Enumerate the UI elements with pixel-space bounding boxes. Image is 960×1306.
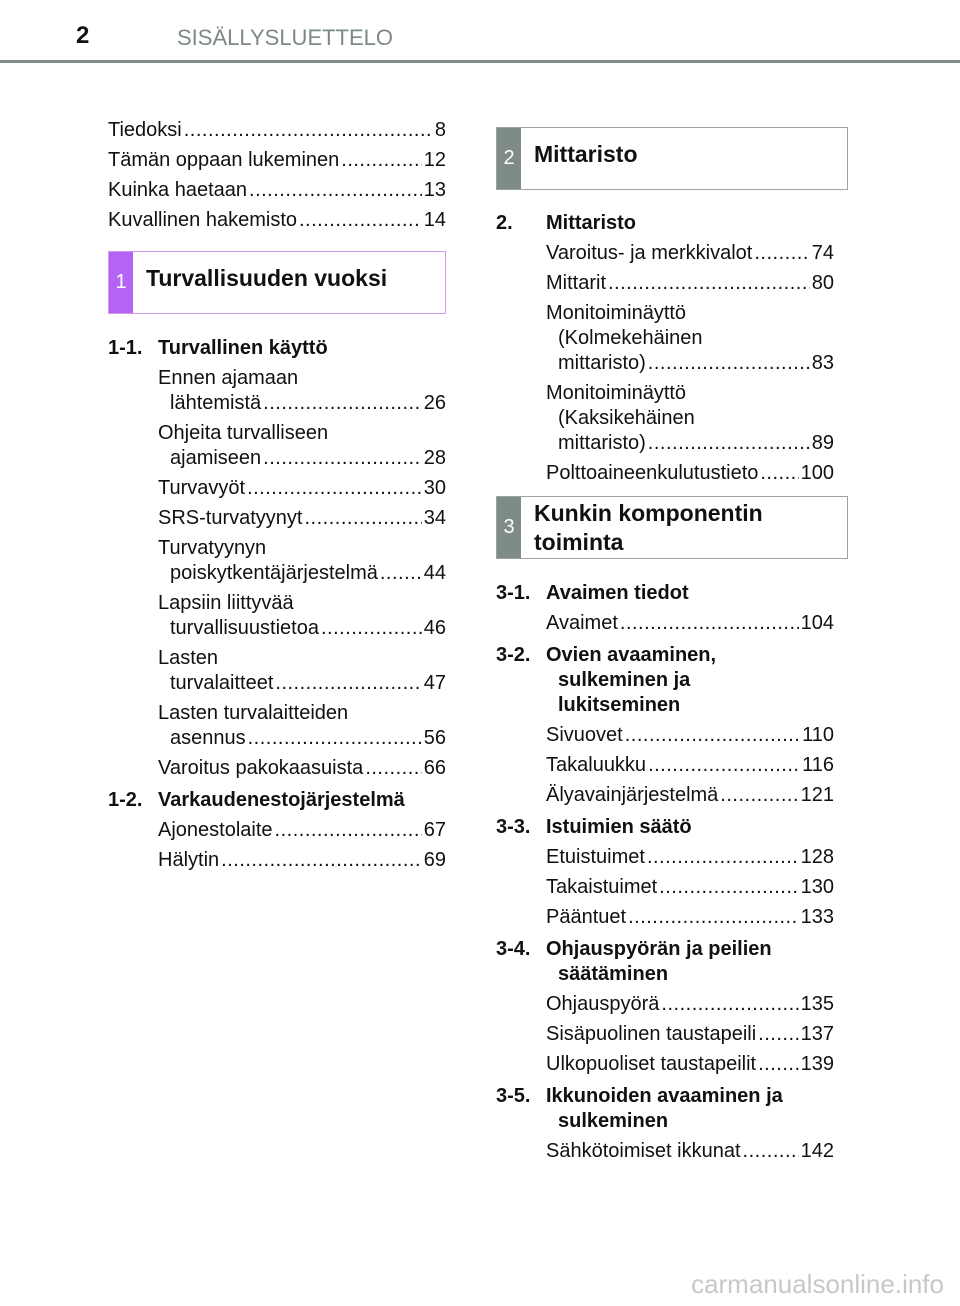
- entry-label: Ohjauspyörä: [546, 993, 660, 1015]
- heading-title-line: sulkeminen: [558, 1110, 669, 1132]
- toc-entry[interactable]: [158, 818, 446, 843]
- toc-heading[interactable]: [496, 1084, 834, 1134]
- entry-row[interactable]: [158, 616, 446, 641]
- section-title-line: toiminta: [534, 529, 624, 555]
- page-number: 2: [76, 22, 90, 49]
- toc-entry[interactable]: [158, 506, 446, 531]
- page-ref: 142: [800, 1140, 834, 1162]
- heading-number: 3-5.: [496, 1085, 531, 1107]
- page-ref: 46: [423, 617, 446, 639]
- entry-line: Ennen ajamaan: [158, 367, 299, 389]
- dot-leader: [248, 726, 422, 751]
- section-number: 1: [109, 252, 133, 313]
- heading-title-line: lukitseminen: [558, 694, 681, 716]
- entry-row[interactable]: [158, 818, 446, 843]
- toc-entry[interactable]: [546, 1022, 834, 1047]
- entry-row[interactable]: [546, 992, 834, 1017]
- toc-entry[interactable]: [158, 591, 446, 641]
- section-title: [521, 128, 638, 189]
- entry-row[interactable]: [546, 905, 834, 930]
- dot-leader: [661, 992, 798, 1017]
- dot-leader: [249, 177, 422, 203]
- page-title: SISÄLLYSLUETTELO: [177, 25, 394, 50]
- entry-label: Polttoaineenkulutustieto: [546, 462, 759, 484]
- heading-title-line: sulkeminen ja: [558, 669, 691, 691]
- entry-label: Takaistuimet: [546, 876, 658, 898]
- toc-entry[interactable]: [546, 1139, 834, 1164]
- watermark: carmanualsonline.info: [691, 1269, 944, 1299]
- entry-label: Varoitus pakokaasuista: [158, 757, 364, 779]
- entry-label: lähtemistä: [170, 392, 262, 414]
- toc-entry[interactable]: [158, 756, 446, 781]
- heading-title-line: Ohjauspyörän ja peilien: [546, 938, 772, 960]
- entry-line: Turvatyynyn: [158, 537, 267, 559]
- entry-row[interactable]: [158, 561, 446, 586]
- page-ref: 28: [423, 447, 446, 469]
- heading-number: 1-2.: [108, 789, 143, 811]
- entry-label: poiskytkentäjärjestelmä: [170, 562, 378, 584]
- dot-leader: [365, 756, 421, 781]
- page-ref: 47: [423, 672, 446, 694]
- toc-entry[interactable]: [546, 1052, 834, 1077]
- page-ref: 121: [800, 784, 834, 806]
- entry-label: Tämän oppaan lukeminen: [108, 149, 340, 171]
- heading-number: 2.: [496, 212, 513, 234]
- heading-title-line: Istuimien säätö: [546, 816, 692, 838]
- entry-label: Turvavyöt: [158, 477, 246, 499]
- entry-row[interactable]: [546, 1052, 834, 1077]
- page-ref: 74: [811, 242, 834, 264]
- toc-heading[interactable]: [496, 937, 834, 987]
- entry-row[interactable]: [546, 461, 834, 486]
- heading-title: [546, 937, 772, 987]
- entry-row[interactable]: [546, 351, 834, 376]
- toc-top-item[interactable]: [108, 207, 446, 237]
- dot-leader: [608, 271, 810, 296]
- toc-right-column: [496, 127, 834, 1164]
- entry-label: Sähkötoimiset ikkunat: [546, 1140, 741, 1162]
- heading-title: [546, 581, 689, 606]
- toc-entry[interactable]: [546, 753, 834, 778]
- dot-leader: [263, 391, 422, 416]
- heading-title: [546, 815, 692, 840]
- section-title-line: Mittaristo: [534, 141, 638, 167]
- entry-row[interactable]: [546, 845, 834, 870]
- page-ref: 110: [802, 724, 834, 746]
- heading-title: [158, 788, 405, 813]
- entry-row[interactable]: [546, 753, 834, 778]
- section-title: [133, 252, 387, 313]
- toc-entry[interactable]: [546, 875, 834, 900]
- entry-label: Kuinka haetaan: [108, 179, 248, 201]
- heading-number: 1-1.: [108, 337, 143, 359]
- entry-row[interactable]: [158, 756, 446, 781]
- entry-row[interactable]: [546, 875, 834, 900]
- entry-label: Avaimet: [546, 612, 618, 634]
- toc-entry[interactable]: [546, 611, 834, 636]
- heading-number: 3-2.: [496, 644, 531, 666]
- entry-line: (Kaksikehäinen: [558, 407, 695, 429]
- heading-title: [546, 1084, 783, 1134]
- section-box-1[interactable]: [108, 251, 446, 314]
- toc-top-item[interactable]: [108, 177, 446, 207]
- toc-entry[interactable]: [158, 536, 446, 586]
- toc-entry[interactable]: [546, 783, 834, 808]
- page-ref: 135: [800, 993, 834, 1015]
- dot-leader: [720, 783, 798, 808]
- section-title-line: Kunkin komponentin: [534, 500, 763, 526]
- entry-row[interactable]: [546, 241, 834, 266]
- entry-label: Ajonestolaite: [158, 819, 273, 841]
- toc-entry[interactable]: [546, 905, 834, 930]
- page-ref: 104: [800, 612, 834, 634]
- dot-leader: [275, 818, 422, 843]
- toc-entry[interactable]: [158, 646, 446, 696]
- entry-row[interactable]: [546, 611, 834, 636]
- heading-title-line: Turvallinen käyttö: [158, 337, 328, 359]
- entry-row[interactable]: [546, 723, 834, 748]
- toc-heading[interactable]: [496, 643, 834, 718]
- heading-title-line: Ovien avaaminen,: [546, 644, 717, 666]
- toc-entry[interactable]: [546, 461, 834, 486]
- dot-leader: [648, 431, 810, 456]
- entry-label: Varoitus- ja merkkivalot: [546, 242, 753, 264]
- heading-title: [546, 643, 716, 718]
- toc-heading[interactable]: [496, 211, 834, 236]
- header-divider: [0, 60, 960, 63]
- entry-label: Ulkopuoliset taustapeilit: [546, 1053, 757, 1075]
- page-ref: 67: [423, 819, 446, 841]
- dot-leader: [758, 1052, 799, 1077]
- dot-leader: [341, 147, 421, 173]
- page-ref: 66: [423, 757, 446, 779]
- entry-row[interactable]: [158, 391, 446, 416]
- toc-entry[interactable]: [546, 723, 834, 748]
- section-number: 3: [497, 497, 521, 558]
- toc-left-column: [108, 117, 446, 873]
- entry-row[interactable]: [546, 271, 834, 296]
- heading-number: 3-1.: [496, 582, 531, 604]
- dot-leader: [647, 845, 799, 870]
- entry-label: turvallisuustietoa: [170, 617, 319, 639]
- dot-leader: [299, 207, 422, 233]
- dot-leader: [648, 753, 800, 778]
- section-box-3[interactable]: [496, 496, 848, 559]
- entry-row[interactable]: [158, 848, 446, 873]
- page-ref: 44: [423, 562, 446, 584]
- entry-line: Ohjeita turvalliseen: [158, 422, 329, 444]
- toc-entry[interactable]: [546, 271, 834, 296]
- page-ref: 34: [423, 507, 446, 529]
- entry-row[interactable]: [158, 726, 446, 751]
- toc-entry[interactable]: [158, 421, 446, 471]
- entry-label: Takaluukku: [546, 754, 647, 776]
- toc-top-item[interactable]: [108, 117, 446, 147]
- toc-entry[interactable]: [158, 476, 446, 501]
- entry-label: Tiedoksi: [108, 119, 182, 141]
- page-ref: 128: [800, 846, 834, 868]
- page-ref: 89: [811, 432, 834, 454]
- dot-leader: [304, 506, 421, 531]
- dot-leader: [625, 723, 800, 748]
- toc-entry[interactable]: [546, 992, 834, 1017]
- heading-title-line: Varkaudenestojärjestelmä: [158, 789, 405, 811]
- entry-row[interactable]: [158, 671, 446, 696]
- toc-heading[interactable]: [108, 788, 446, 813]
- section-number: 2: [497, 128, 521, 189]
- dot-leader: [648, 351, 810, 376]
- toc-entry[interactable]: [546, 241, 834, 266]
- entry-label: SRS-turvatyynyt: [158, 507, 303, 529]
- dot-leader: [758, 1022, 798, 1047]
- entry-row[interactable]: [158, 446, 446, 471]
- toc-entry[interactable]: [158, 701, 446, 751]
- entry-line: Monitoiminäyttö: [546, 382, 687, 404]
- dot-leader: [380, 561, 422, 586]
- entry-line: (Kolmekehäinen: [558, 327, 703, 349]
- toc-top-item[interactable]: [108, 147, 446, 177]
- page-ref: 130: [800, 876, 834, 898]
- heading-title-line: säätäminen: [558, 963, 669, 985]
- entry-label: turvalaitteet: [170, 672, 274, 694]
- page-ref: 13: [423, 179, 446, 201]
- toc-heading[interactable]: [496, 815, 834, 840]
- dot-leader: [263, 446, 422, 471]
- entry-label: Älyavainjärjestelmä: [546, 784, 719, 806]
- toc-entry[interactable]: [546, 845, 834, 870]
- entry-row[interactable]: [158, 506, 446, 531]
- dot-leader: [628, 905, 799, 930]
- page-ref: 83: [811, 352, 834, 374]
- toc-entry[interactable]: [158, 848, 446, 873]
- section-title-line: Turvallisuuden vuoksi: [146, 265, 388, 291]
- dot-leader: [754, 241, 809, 266]
- entry-label: ajamiseen: [170, 447, 262, 469]
- entry-label: Pääntuet: [546, 906, 627, 928]
- entry-row[interactable]: [546, 431, 834, 456]
- page-ref: 69: [423, 849, 446, 871]
- entry-line: Lasten turvalaitteiden: [158, 702, 349, 724]
- toc-entry[interactable]: [546, 301, 834, 376]
- dot-leader: [247, 476, 422, 501]
- page-ref: 8: [434, 119, 446, 141]
- page-ref: 56: [423, 727, 446, 749]
- page-ref: 14: [423, 209, 446, 231]
- entry-line: Lapsiin liittyvää: [158, 592, 294, 614]
- page-ref: 116: [802, 754, 834, 776]
- heading-number: 3-3.: [496, 816, 531, 838]
- entry-row[interactable]: [546, 1139, 834, 1164]
- heading-title-line: Avaimen tiedot: [546, 582, 689, 604]
- page-ref: 139: [800, 1053, 834, 1075]
- heading-title: [158, 336, 328, 361]
- entry-label: mittaristo): [558, 352, 646, 374]
- entry-label: asennus: [170, 727, 246, 749]
- page-ref: 80: [811, 272, 834, 294]
- entry-label: Kuvallinen hakemisto: [108, 209, 297, 231]
- dot-leader: [659, 875, 798, 900]
- page-ref: 133: [800, 906, 834, 928]
- page-ref: 30: [423, 477, 446, 499]
- section-title: [521, 497, 763, 558]
- entry-label: Mittarit: [546, 272, 606, 294]
- heading-title: [546, 211, 636, 236]
- dot-leader: [620, 611, 799, 636]
- dot-leader: [221, 848, 422, 873]
- page-ref: 12: [423, 149, 446, 171]
- toc-entry[interactable]: [546, 381, 834, 456]
- entry-row[interactable]: [546, 783, 834, 808]
- entry-line: Monitoiminäyttö: [546, 302, 687, 324]
- heading-number: 3-4.: [496, 938, 531, 960]
- toc-entry[interactable]: [158, 366, 446, 416]
- entry-label: Etuistuimet: [546, 846, 645, 868]
- dot-leader: [275, 671, 421, 696]
- heading-title-line: Ikkunoiden avaaminen ja: [546, 1085, 783, 1107]
- page-ref: 100: [800, 462, 834, 484]
- dot-leader: [760, 461, 798, 486]
- page-ref: 26: [423, 392, 446, 414]
- entry-row[interactable]: [158, 476, 446, 501]
- dot-leader: [743, 1139, 799, 1164]
- entry-label: Hälytin: [158, 849, 220, 871]
- entry-label: Sivuovet: [546, 724, 623, 746]
- entry-label: Sisäpuolinen taustapeili: [546, 1023, 757, 1045]
- toc-heading[interactable]: [108, 336, 446, 361]
- toc-heading[interactable]: [496, 581, 834, 606]
- page-ref: 137: [800, 1023, 834, 1045]
- entry-row[interactable]: [546, 1022, 834, 1047]
- heading-title-line: Mittaristo: [546, 212, 636, 234]
- entry-line: Lasten: [158, 647, 219, 669]
- section-box-2[interactable]: [496, 127, 848, 190]
- dot-leader: [184, 117, 433, 143]
- dot-leader: [321, 616, 422, 641]
- entry-label: mittaristo): [558, 432, 646, 454]
